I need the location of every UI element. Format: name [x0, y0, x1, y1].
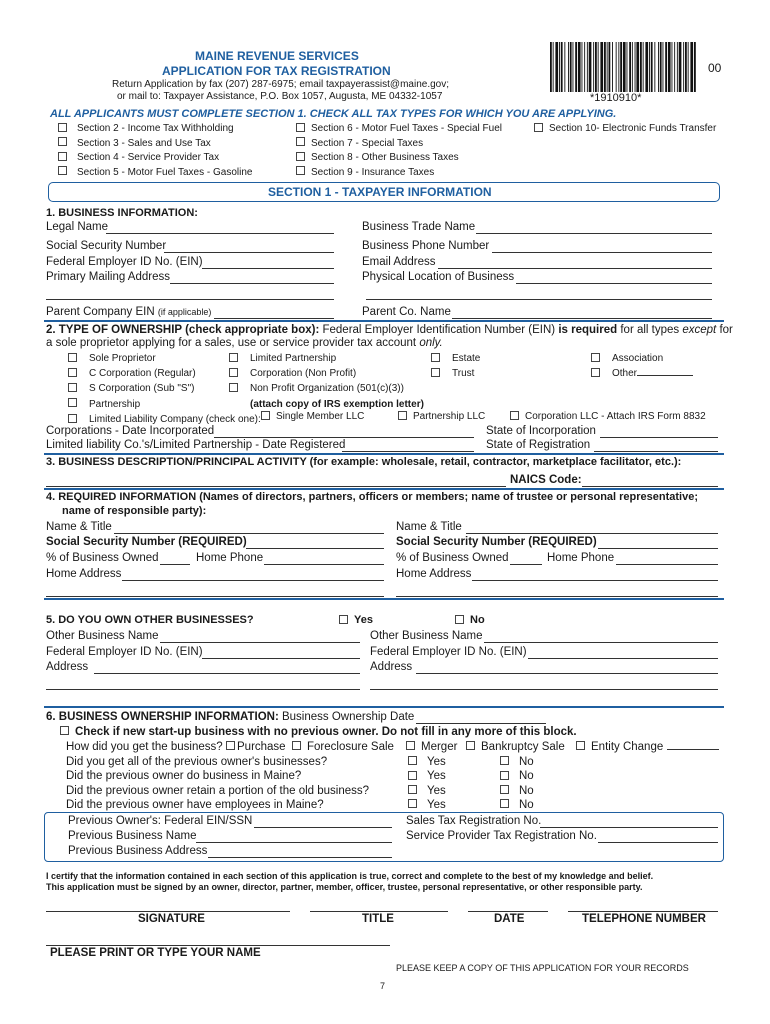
certify-line1: I certify that the information contained in each section of this application is true, correct and complete to the best of my knowledge and belief. — [46, 871, 654, 881]
ownership-option[interactable]: Non Profit Organization (501(c)(3)) — [229, 381, 424, 396]
how-bankruptcy[interactable]: Bankruptcy Sale — [466, 741, 565, 753]
form-code: 00 — [708, 61, 722, 75]
signature-field[interactable] — [46, 911, 290, 912]
ownership-option[interactable]: Limited Partnership — [229, 351, 424, 366]
date-field[interactable] — [468, 911, 548, 912]
ownership-option[interactable]: Other — [591, 366, 693, 381]
date-label: DATE — [494, 913, 525, 925]
barcode-bar — [568, 42, 569, 92]
tax-types-col2 — [296, 122, 502, 180]
checkbox-icon[interactable] — [500, 771, 509, 780]
checkbox-icon[interactable] — [229, 353, 238, 362]
home-phone-field-1[interactable] — [264, 564, 384, 565]
checkbox-icon[interactable] — [229, 368, 238, 377]
home-address-field-2-line2[interactable] — [396, 596, 718, 597]
phone-label: Business Phone Number — [362, 240, 490, 252]
other-address-field-1-line2[interactable] — [46, 689, 360, 690]
home-address-field-1[interactable] — [122, 580, 384, 581]
other-business-yes[interactable]: Yes — [339, 614, 373, 626]
page-number: 7 — [380, 981, 386, 991]
ssn-required-field-1[interactable] — [246, 548, 384, 549]
question: Did you get all of the previous owner's businesses? — [66, 756, 328, 768]
business-info-heading: 1. BUSINESS INFORMATION: — [46, 207, 198, 219]
name-title-field-1[interactable] — [114, 533, 384, 534]
checkbox-icon[interactable] — [500, 756, 509, 765]
tax-type-item[interactable]: Section 9 - Insurance Taxes — [296, 166, 502, 181]
checkbox-icon[interactable] — [408, 756, 417, 765]
barcode-bar — [688, 42, 689, 92]
barcode-bar — [654, 42, 655, 92]
pct-owned-field-1[interactable] — [160, 564, 190, 565]
other-ein-label-2: Federal Employer ID No. (EIN) — [370, 646, 527, 658]
other-name-label-1: Other Business Name — [46, 630, 159, 642]
other-name-label-2: Other Business Name — [370, 630, 483, 642]
checkbox-icon[interactable] — [576, 741, 585, 750]
return-mail-line: or mail to: Taxpayer Assistance, P.O. Box 1057, Augusta, ME 04332-1057 — [117, 91, 443, 102]
email-field[interactable] — [438, 268, 712, 269]
barcode-bar — [672, 42, 673, 92]
sales-reg-field[interactable] — [540, 827, 718, 828]
home-address-field-1-line2[interactable] — [46, 596, 384, 597]
no-column — [500, 755, 534, 812]
barcode-bar — [561, 42, 563, 92]
barcode-bar — [598, 42, 599, 92]
barcode-bar — [632, 42, 633, 92]
barcode-bar — [607, 42, 608, 92]
barcode-bar — [570, 42, 572, 92]
other-business-heading: 5. DO YOU OWN OTHER BUSINESSES? — [46, 614, 254, 626]
other-address-field-2[interactable] — [416, 673, 718, 674]
checkbox-icon[interactable] — [296, 137, 305, 146]
name-title-label-2: Name & Title — [396, 521, 462, 533]
physical-field[interactable] — [516, 283, 712, 284]
ownership-col2 — [229, 351, 424, 412]
barcode — [549, 42, 697, 92]
ownership-option[interactable]: C Corporation (Regular) — [68, 366, 261, 381]
prev-name-field[interactable] — [196, 842, 392, 843]
barcode-bar — [582, 42, 583, 92]
state-inc-label: State of Incorporation — [486, 425, 596, 437]
barcode-bar — [584, 42, 585, 92]
sales-reg-label: Sales Tax Registration No. — [406, 815, 542, 827]
ein-label: Federal Employer ID No. (EIN) — [46, 256, 203, 268]
form-title: APPLICATION FOR TAX REGISTRATION — [162, 64, 391, 78]
previous-owner-questions — [66, 755, 369, 812]
agency-name: MAINE REVENUE SERVICES — [195, 49, 359, 63]
corp-date-field[interactable] — [214, 437, 474, 438]
how-merger[interactable]: Merger — [406, 741, 457, 753]
ssn-required-label-2: Social Security Number (REQUIRED) — [396, 536, 597, 548]
prev-address-label: Previous Business Address — [68, 845, 208, 857]
llc-date-field[interactable] — [342, 451, 474, 452]
ownership-line2: a sole proprietor applying for a sales, use or service provider tax account only. — [46, 337, 443, 349]
ownership-option[interactable]: S Corporation (Sub "S") — [68, 381, 261, 396]
checkbox-icon[interactable] — [408, 771, 417, 780]
parent-name-label: Parent Co. Name — [362, 306, 451, 318]
other-ein-label-1: Federal Employer ID No. (EIN) — [46, 646, 203, 658]
print-name-label: PLEASE PRINT OR TYPE YOUR NAME — [50, 947, 261, 959]
home-address-label-2: Home Address — [396, 568, 472, 580]
barcode-bar — [640, 42, 642, 92]
corp-date-label: Corporations - Date Incorporated — [46, 425, 215, 437]
no-option[interactable]: No — [500, 798, 534, 812]
phone-field[interactable] — [492, 252, 712, 253]
checkbox-icon[interactable] — [398, 411, 407, 420]
barcode-bar — [618, 42, 619, 92]
checkbox-icon[interactable] — [261, 411, 270, 420]
ein-field[interactable] — [202, 268, 334, 269]
prev-address-field[interactable] — [208, 857, 392, 858]
tax-type-item[interactable]: Section 4 - Service Provider Tax — [58, 151, 252, 166]
section-divider — [44, 453, 724, 455]
home-phone-field-2[interactable] — [616, 564, 718, 565]
prev-ein-label: Previous Owner's: Federal EIN/SSN — [68, 815, 253, 827]
certify-line2: This application must be signed by an owner, director, partner, member, officer, trustee, personal representative, or other responsible party. — [46, 882, 643, 892]
question: Did the previous owner retain a portion of the old business? — [66, 784, 370, 797]
checkbox-icon[interactable] — [591, 353, 600, 362]
naics-field[interactable] — [582, 486, 718, 487]
barcode-bar — [589, 42, 592, 92]
tax-type-item[interactable]: Section 6 - Motor Fuel Taxes - Special Fuel — [296, 122, 502, 137]
checkbox-icon[interactable] — [58, 152, 67, 161]
tax-type-item[interactable]: Section 5 - Motor Fuel Taxes - Gasoline — [58, 166, 252, 181]
barcode-bar — [663, 42, 664, 92]
mailing-field[interactable] — [170, 283, 334, 284]
checkbox-icon[interactable] — [408, 785, 417, 794]
legal-name-label: Legal Name — [46, 221, 109, 233]
no-option[interactable]: No — [500, 769, 534, 783]
service-reg-field[interactable] — [598, 842, 718, 843]
name-title-field-2[interactable] — [466, 533, 718, 534]
how-foreclosure[interactable]: Foreclosure Sale — [292, 741, 394, 753]
title-label: TITLE — [362, 913, 394, 925]
llc-corporation[interactable]: Corporation LLC - Attach IRS Form 8832 — [510, 411, 706, 422]
barcode-bar — [694, 42, 696, 92]
prev-ein-field[interactable] — [254, 827, 392, 828]
ownership-info-heading: 6. BUSINESS OWNERSHIP INFORMATION: Business Ownership Date — [46, 711, 415, 723]
barcode-bar — [564, 42, 565, 92]
checkbox-icon[interactable] — [296, 166, 305, 175]
checkbox-icon[interactable] — [68, 398, 77, 407]
no-option[interactable]: No — [500, 755, 534, 769]
question: Did the previous owner do business in Maine? — [66, 770, 302, 783]
mailing-label: Primary Mailing Address — [46, 271, 170, 283]
yes-option[interactable]: Yes — [408, 769, 446, 783]
checkbox-icon[interactable] — [68, 353, 77, 362]
barcode-bar — [559, 42, 560, 92]
barcode-bar — [658, 42, 659, 92]
barcode-bar — [555, 42, 558, 92]
title-field[interactable] — [310, 911, 448, 912]
barcode-bar — [620, 42, 622, 92]
barcode-bar — [665, 42, 667, 92]
other-ein-field-1[interactable] — [202, 658, 360, 659]
state-inc-field[interactable] — [600, 437, 718, 438]
tax-type-item[interactable]: Section 8 - Other Business Taxes — [296, 151, 502, 166]
description-field[interactable] — [46, 486, 506, 487]
naics-label: NAICS Code: — [510, 474, 582, 486]
legal-name-field[interactable] — [106, 233, 334, 234]
llc-date-label: Limited liability Co.'s/Limited Partnership - Date Registered — [46, 439, 346, 451]
ownership-col4 — [591, 351, 693, 381]
pct-owned-label-1: % of Business Owned — [46, 552, 159, 564]
trade-name-field[interactable] — [476, 233, 712, 234]
other-address-field-2-line2[interactable] — [370, 689, 718, 690]
barcode-bar — [612, 42, 613, 92]
tax-type-item[interactable]: Section 2 - Income Tax Withholding — [58, 122, 252, 137]
parent-ein-label: Parent Company EIN (if applicable) — [46, 306, 212, 318]
required-heading1: 4. REQUIRED INFORMATION (Names of directors, partners, officers or members; name of trustee or personal representative; — [46, 491, 699, 503]
barcode-bar — [685, 42, 687, 92]
barcode-bar — [593, 42, 594, 92]
section-divider — [44, 320, 724, 322]
telephone-label: TELEPHONE NUMBER — [582, 913, 706, 925]
barcode-bar — [629, 42, 631, 92]
ownership-option[interactable]: Estate — [431, 351, 480, 366]
irs-letter-note: (attach copy of IRS exemption letter) — [250, 398, 424, 410]
barcode-bar — [651, 42, 653, 92]
checkbox-icon[interactable] — [68, 368, 77, 377]
pct-owned-label-2: % of Business Owned — [396, 552, 509, 564]
other-ein-field-2[interactable] — [528, 658, 718, 659]
checkbox-icon[interactable] — [296, 152, 305, 161]
trade-name-label: Business Trade Name — [362, 221, 476, 233]
barcode-bar — [550, 42, 552, 92]
checkbox-icon[interactable] — [292, 741, 301, 750]
yes-option[interactable]: Yes — [408, 798, 446, 812]
ownership-heading: 2. TYPE OF OWNERSHIP (check appropriate box): Federal Employer Identification Number (EIN) is required for all types except for — [46, 324, 733, 336]
other-name-field-1[interactable] — [160, 642, 360, 643]
other-address-label-2: Address — [370, 661, 413, 673]
pct-owned-field-2[interactable] — [510, 564, 542, 565]
home-address-label-1: Home Address — [46, 568, 122, 580]
barcode-bar — [679, 42, 682, 92]
tax-type-item[interactable]: Section 10- Electronic Funds Transfer — [534, 122, 716, 137]
section-divider — [44, 706, 724, 708]
barcode-bar — [660, 42, 662, 92]
ownership-option[interactable]: Sole Proprietor — [68, 351, 261, 366]
barcode-bar — [578, 42, 581, 92]
tax-types-col3 — [534, 122, 716, 137]
barcode-bar — [645, 42, 648, 92]
ssn-required-field-2[interactable] — [598, 548, 718, 549]
home-address-field-2[interactable] — [472, 580, 718, 581]
barcode-bar — [623, 42, 626, 92]
barcode-bar — [690, 42, 693, 92]
yes-option[interactable]: Yes — [408, 784, 446, 798]
other-business-no[interactable]: No — [455, 614, 485, 626]
other-address-field-1[interactable] — [94, 673, 360, 674]
yes-option[interactable]: Yes — [408, 755, 446, 769]
required-heading2: name of responsible party): — [62, 505, 207, 517]
barcode-bar — [616, 42, 617, 92]
checkbox-icon[interactable] — [58, 123, 67, 132]
email-label: Email Address — [362, 256, 436, 268]
print-name-field[interactable] — [46, 945, 390, 946]
barcode-bar — [683, 42, 684, 92]
checkbox-icon[interactable] — [431, 368, 440, 377]
checkbox-icon[interactable] — [500, 785, 509, 794]
ssn-field[interactable] — [164, 252, 334, 253]
checkbox-icon[interactable] — [455, 615, 464, 624]
barcode-bar — [627, 42, 628, 92]
no-option[interactable]: No — [500, 784, 534, 798]
barcode-bar — [677, 42, 678, 92]
checkbox-icon[interactable] — [226, 741, 235, 750]
yes-column — [408, 755, 446, 812]
barcode-bar — [609, 42, 611, 92]
state-reg-label: State of Registration — [486, 439, 591, 451]
state-reg-field[interactable] — [594, 451, 718, 452]
barcode-bar — [604, 42, 606, 92]
description-heading: 3. BUSINESS DESCRIPTION/PRINCIPAL ACTIVITY (for example: wholesale, retail, contractor, marketplace facilitator, etc.): — [46, 456, 682, 468]
ssn-label: Social Security Number — [46, 240, 167, 252]
ownership-option[interactable]: Corporation (Non Profit) — [229, 366, 424, 381]
section1-title: SECTION 1 - TAXPAYER INFORMATION — [268, 185, 492, 199]
checkbox-icon[interactable] — [408, 799, 417, 808]
barcode-bar — [553, 42, 554, 92]
checkbox-icon[interactable] — [296, 123, 305, 132]
other-name-field-2[interactable] — [484, 642, 718, 643]
name-title-label-1: Name & Title — [46, 521, 112, 533]
checkbox-icon[interactable] — [591, 368, 600, 377]
barcode-bar — [649, 42, 650, 92]
return-fax-line: Return Application by fax (207) 287-6975; email taxpayerassist@maine.gov; — [112, 79, 449, 90]
home-phone-label-2: Home Phone — [547, 552, 615, 564]
physical-field-line2[interactable] — [366, 299, 712, 300]
telephone-field[interactable] — [568, 911, 718, 912]
ownership-option[interactable]: Partnership — [68, 397, 261, 412]
ownership-option[interactable]: Limited Liability Company (check one): — [68, 412, 261, 427]
checkbox-icon[interactable] — [68, 383, 77, 392]
barcode-bar — [600, 42, 603, 92]
checkbox-icon[interactable] — [60, 726, 69, 735]
service-reg-label: Service Provider Tax Registration No. — [406, 830, 597, 842]
llc-single[interactable]: Single Member LLC — [261, 411, 364, 422]
barcode-bar — [595, 42, 597, 92]
barcode-bar — [575, 42, 577, 92]
llc-partnership[interactable]: Partnership LLC — [398, 411, 485, 422]
startup-check[interactable]: Check if new start-up business with no previous owner. Do not fill in any more of this block. — [60, 726, 577, 738]
keep-copy-note: PLEASE KEEP A COPY OF THIS APPLICATION FOR YOUR RECORDS — [396, 963, 689, 973]
question: Did the previous owner have employees in Maine? — [66, 798, 324, 811]
checkbox-icon[interactable] — [534, 123, 543, 132]
how-entity-change[interactable]: Entity Change — [576, 741, 719, 753]
checkbox-icon[interactable] — [58, 137, 67, 146]
checkbox-icon[interactable] — [58, 166, 67, 175]
checkbox-icon[interactable] — [466, 741, 475, 750]
how-question: How did you get the business? — [66, 741, 223, 753]
barcode-bar — [573, 42, 574, 92]
barcode-bar — [635, 42, 636, 92]
ownership-option[interactable]: Association — [591, 351, 693, 366]
barcode-bar — [587, 42, 588, 92]
physical-label: Physical Location of Business — [362, 271, 515, 283]
prev-name-label: Previous Business Name — [68, 830, 197, 842]
how-purchase[interactable]: Purchase — [226, 741, 286, 753]
section-divider — [44, 598, 724, 600]
barcode-bar — [668, 42, 671, 92]
barcode-bar — [643, 42, 644, 92]
checkbox-icon[interactable] — [229, 383, 238, 392]
barcode-bar — [674, 42, 675, 92]
ssn-required-label-1: Social Security Number (REQUIRED) — [46, 536, 247, 548]
instructions: ALL APPLICANTS MUST COMPLETE SECTION 1. CHECK ALL TAX TYPES FOR WHICH YOU ARE APPLYING. — [50, 108, 617, 120]
tax-types-col1 — [58, 122, 252, 180]
ownership-col3 — [431, 351, 480, 381]
signature-label: SIGNATURE — [138, 913, 205, 925]
tax-type-item[interactable]: Section 3 - Sales and Use Tax — [58, 137, 252, 152]
tax-type-item[interactable]: Section 7 - Special Taxes — [296, 137, 502, 152]
mailing-field-line2[interactable] — [46, 299, 334, 300]
checkbox-icon[interactable] — [500, 799, 509, 808]
home-phone-label-1: Home Phone — [196, 552, 264, 564]
barcode-bar — [636, 42, 639, 92]
parent-name-field[interactable] — [452, 318, 712, 319]
ownership-date-field[interactable] — [416, 723, 546, 724]
ownership-option[interactable]: Trust — [431, 366, 480, 381]
barcode-text: *1910910* — [590, 92, 642, 104]
checkbox-icon[interactable] — [339, 615, 348, 624]
parent-ein-field[interactable] — [214, 318, 334, 319]
section-divider — [44, 488, 724, 490]
checkbox-icon[interactable] — [406, 741, 415, 750]
checkbox-icon[interactable] — [510, 411, 519, 420]
checkbox-icon[interactable] — [431, 353, 440, 362]
other-address-label-1: Address — [46, 661, 89, 673]
checkbox-icon[interactable] — [68, 414, 77, 423]
